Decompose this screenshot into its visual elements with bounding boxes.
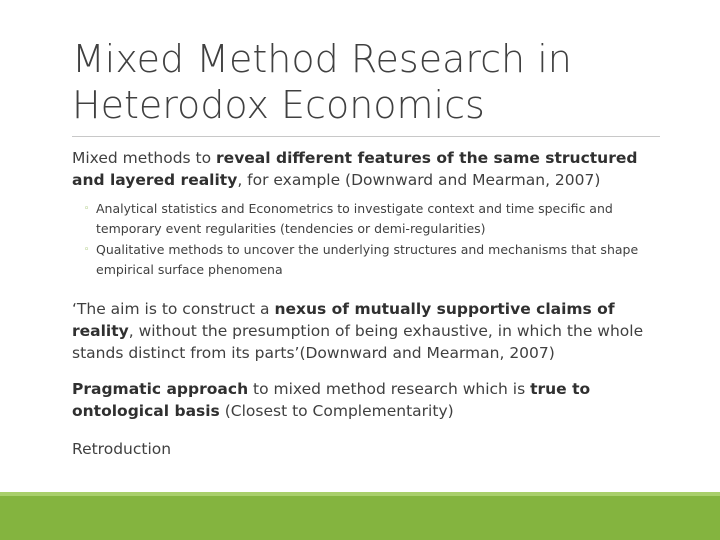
bullet-text: Analytical statistics and Econometrics to investigate context and time specific and temporary event regularities (tendencies or demi-regularities) xyxy=(96,201,613,236)
paragraph-bold-text: nexus of mutually supportive claims of reality xyxy=(72,300,615,340)
slide-body xyxy=(72,147,672,460)
sub-bullet-item xyxy=(72,240,672,280)
paragraph-bold-text: true to ontological basis xyxy=(72,380,591,420)
footer-accent-bar xyxy=(0,496,720,540)
paragraph-text: to mixed method research which is xyxy=(248,380,531,398)
circle-bullet-icon: ◦ xyxy=(84,204,90,214)
paragraph-bold-text: reveal different features of the same structured and layered reality xyxy=(72,149,638,189)
circle-bullet-icon: ◦ xyxy=(84,245,90,255)
paragraph-text: , without the presumption of being exhaustive, in which the whole stands distinct from its parts’(Downward and Mearman, 2007) xyxy=(72,322,644,362)
sub-bullet-item xyxy=(72,199,672,239)
paragraph-quote xyxy=(72,298,672,364)
paragraph-bold-text: Pragmatic approach xyxy=(72,380,249,398)
paragraph-pragmatic xyxy=(72,378,672,422)
sub-bullet-list xyxy=(72,199,672,280)
paragraph-text: Mixed methods to xyxy=(72,149,217,167)
paragraph-mixed-methods xyxy=(72,147,672,191)
paragraph-text: (Closest to Complementarity) xyxy=(219,402,454,420)
bullet-text: Qualitative methods to uncover the underlying structures and mechanisms that shape empirical surface phenomena xyxy=(96,242,639,277)
paragraph-retroduction: Retroduction xyxy=(72,440,172,458)
title-divider xyxy=(72,136,660,137)
paragraph-text: , for example (Downward and Mearman, 2007) xyxy=(237,171,601,189)
slide-title: Mixed Method Research in Heterodox Economics xyxy=(72,37,572,127)
paragraph-text: ‘The aim is to construct a xyxy=(72,300,275,318)
